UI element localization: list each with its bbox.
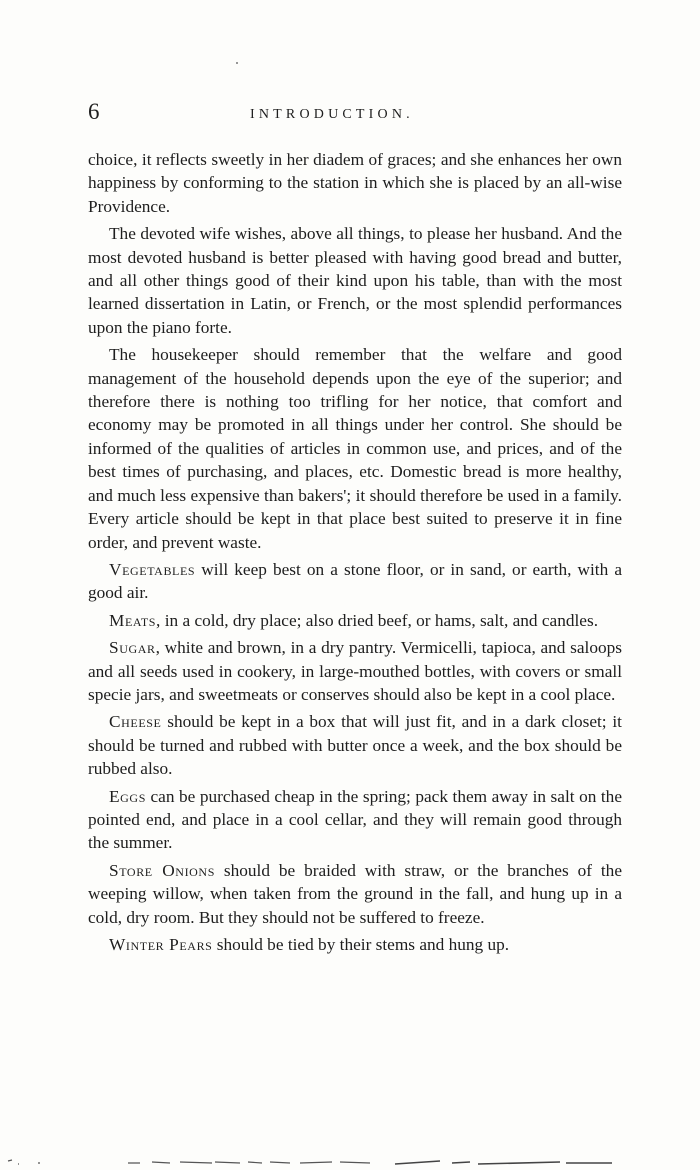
paragraph-lead: Cheese xyxy=(109,712,162,732)
paragraph xyxy=(88,222,622,339)
paragraph xyxy=(88,933,622,956)
paragraph xyxy=(88,609,622,632)
paragraph-text: choice, it reflects sweetly in her diadem of graces; and she enhances her own happiness by conforming to the station in which she is placed by an all-wise Providence. xyxy=(88,150,622,216)
paragraph xyxy=(88,785,622,855)
paragraph xyxy=(88,710,622,780)
paragraph-text: The devoted wife wishes, above all things, to please her husband. And the most devoted husband is better pleased with having good bread and butter, and all other things good of their kind upon his table, than with the most learned dissertation in Latin, or French, or the most splendid performances upon the piano forte. xyxy=(88,224,622,337)
paragraph xyxy=(88,148,622,218)
paragraph-text: should be kept in a box that will just fit, and in a dark closet; it should be turned and rubbed with butter once a week, and the box should be rubbed also. xyxy=(88,712,622,779)
paragraph xyxy=(88,343,622,554)
paragraph-lead: Meats xyxy=(109,610,157,630)
paragraph-text: can be purchased cheap in the spring; pack them away in salt on the pointed end, and place in a cool cellar, and they will remain good through the summer. xyxy=(88,786,622,853)
paragraph-text: will keep best on a stone floor, or in sand, or earth, with a good air. xyxy=(88,559,622,603)
paragraph xyxy=(88,636,622,706)
paragraph xyxy=(88,558,622,605)
paragraph-lead: Store Onions xyxy=(109,860,215,880)
paragraph-lead: Winter Pears xyxy=(109,935,213,954)
paragraph-text: should be braided with straw, or the branches of the weeping willow, when taken from the ground in the fall, and hung up in a cold, dry room. But they should not be suffered to freeze. xyxy=(88,860,622,927)
paragraph-lead: Eggs xyxy=(109,786,146,806)
scan-edge-artifacts xyxy=(0,1155,700,1170)
paragraph-text: should be tied by their stems and hung up. xyxy=(212,935,510,954)
running-head: INTRODUCTION. xyxy=(250,107,414,122)
paragraph-lead: Sugar xyxy=(109,638,156,658)
body-text xyxy=(88,148,622,960)
paragraph-text: , white and brown, in a dry pantry. Vermicelli, tapioca, and saloops and all seeds used in cookery, in large-mouthed bottles, with covers or small specie jars, and sweetmeats or conserves should also be kept in a cool place. xyxy=(88,638,622,704)
paragraph xyxy=(88,859,622,929)
paragraph-lead: Vegetables xyxy=(109,559,196,579)
paragraph-text: The housekeeper should remember that the welfare and good management of the household depends upon the eye of the superior; and therefore there is nothing too trifling for her notice, that comfort and economy may be promoted in all things under her control. She should be informed of the qualities of articles in common use, and prices, and of the best times of purchasing, and places, etc. Domestic bread is more healthy, and much less expensive than bakers'; it should therefore be used in a family. Every article should be kept in that place best suited to preserve it in fine order, and prevent waste. xyxy=(88,345,622,552)
scan-speck xyxy=(236,62,238,64)
paragraph-text: , in a cold, dry place; also dried beef, or hams, salt, and candles. xyxy=(156,610,599,630)
page-number: 6 xyxy=(88,99,100,124)
